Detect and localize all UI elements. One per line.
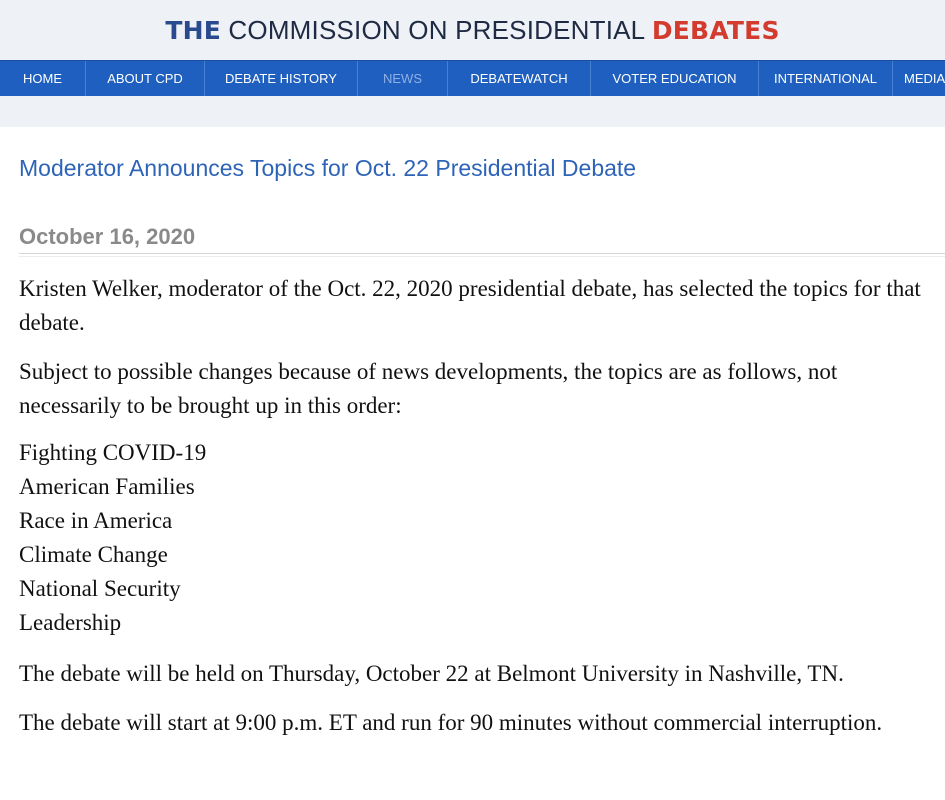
article-paragraph-start-time: The debate will start at 9:00 p.m. ET and run for 90 minutes without commercial interruption. xyxy=(19,710,883,735)
article-paragraph-location: The debate will be held on Thursday, October 22 at Belmont University in Nashville, TN. xyxy=(19,661,844,686)
nav-divider xyxy=(892,61,893,96)
main-nav xyxy=(0,60,945,97)
site-logo[interactable] xyxy=(165,15,779,46)
nav-item-debatewatch[interactable]: DEBATEWATCH xyxy=(470,71,568,86)
date-divider xyxy=(19,253,945,257)
nav-item-news[interactable]: NEWS xyxy=(383,71,422,86)
topics-list xyxy=(19,436,206,640)
nav-item-voter-education[interactable]: VOTER EDUCATION xyxy=(612,71,737,86)
article-paragraph-subject: Subject to possible changes because of news developments, the topics are as follows, not necessarily to be brought up in this order: xyxy=(19,359,838,418)
list-item: Fighting COVID-19 xyxy=(19,440,207,465)
article-date: October 16, 2020 xyxy=(19,224,196,249)
list-item: Race in America xyxy=(19,508,173,533)
nav-item-about-cpd[interactable]: ABOUT CPD xyxy=(107,71,183,86)
article-title: Moderator Announces Topics for Oct. 22 Presidential Debate xyxy=(19,155,637,181)
sub-header-band xyxy=(0,96,945,127)
list-item: National Security xyxy=(19,576,181,601)
logo-the: THE xyxy=(165,15,221,45)
site-masthead xyxy=(0,0,945,60)
nav-item-debate-history[interactable]: DEBATE HISTORY xyxy=(225,71,337,86)
list-item: Leadership xyxy=(19,610,122,635)
logo-commission-text: COMMISSION ON PRESIDENTIAL xyxy=(228,14,645,45)
nav-item-home[interactable]: HOME xyxy=(23,71,62,86)
nav-item-media[interactable]: MEDIA xyxy=(904,71,945,86)
list-item: American Families xyxy=(19,474,195,499)
article-paragraph-moderator: Kristen Welker, moderator of the Oct. 22, 2020 presidential debate, has selected the topics for that debate. xyxy=(19,276,921,335)
nav-item-international[interactable]: INTERNATIONAL xyxy=(773,71,878,86)
logo-debates: DEBATES xyxy=(651,15,780,45)
list-item: Climate Change xyxy=(19,542,168,567)
